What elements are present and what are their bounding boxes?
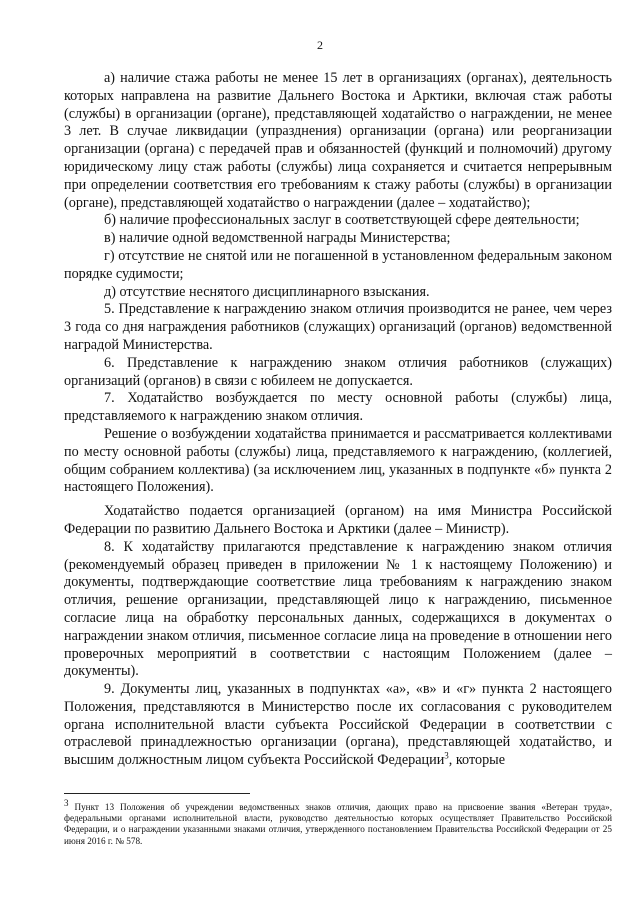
paragraph-item-a: а) наличие стажа работы не менее 15 лет в организациях (органах), деятельность которых направлена на развитие Дальнего Востока и Арктики, включая стаж работы (службы) в организации (органе), представляющей ходатайство о награждении, не менее 3 лет. В случае ликвидации (упразднения) организации (органа) или реорганизации организации (органа) с передачей прав и обязанностей (функций и полномочий) другому юридическому лицу стаж работы (службы) лица сохраняется и считается непрерывным при определении соответствия его требованиям к стажу работы (службы) в организации (органе), представляющей ходатайство о награждении (далее – ходатайство); (64, 70, 612, 211)
page-number: 2 (317, 38, 323, 52)
footnote-mark: 3 (64, 797, 69, 808)
footnote-text: Пункт 13 Положения об учреждении ведомственных знаков отличия, дающих право на присвоение звания «Ветеран труда», федеральными органами исполнительной власти, руководство деятельностью которых осуществляет Правительство Российской Федерации, и о награждении указанными знаками отличия, утвержденного постановлением Правительства Российской Федерации от 25 июня 2016 г. № 578. (64, 802, 613, 846)
footnote (64, 797, 613, 847)
paragraph-7-decision: Решение о возбуждении ходатайства принимается и рассматривается коллективами по месту основной работы (службы) лица, представляемого к награждению, (коллегией, общим собранием коллектива) (за исключением лиц, указанных в подпункте «б» пункта 2 настоящего Положения). (64, 425, 612, 496)
paragraph-5: 5. Представление к награждению знаком отличия производится не ранее, чем через 3 года со дня награждения работников (служащих) организаций (органов) ведомственной наградой Министерства. (64, 301, 612, 353)
paragraph-6: 6. Представление к награждению знаком отличия работников (служащих) организаций (органов) в связи с юбилеем не допускается. (64, 354, 612, 389)
footnote-divider (64, 793, 250, 794)
paragraph-8: 8. К ходатайству прилагаются представление к награждению знаком отличия (рекомендуемый образец приведен в приложении № 1 к настоящему Положению) и документы, подтверждающие соответствие лица требованиям к награждению знаком отличия, решение организации, представляющей лицо к награждению, письменное согласие лица на обработку персональных данных, содержащихся в документах о награждении знаком отличия, письменное согласие лица на проведение в отношении него проверочных мероприятий в соответствии с настоящим Положением (далее – документы). (64, 538, 612, 680)
paragraph-9 (64, 681, 612, 770)
paragraph-7: 7. Ходатайство возбуждается по месту основной работы (службы) лица, представляемого к награждению знаком отличия. (64, 390, 612, 425)
paragraph-7-submission: Ходатайство подается организацией (органом) на имя Министра Российской Федерации по развитию Дальнего Востока и Арктики (далее – Министр). (64, 503, 612, 537)
paragraph-item-g: г) отсутствие не снятой или не погашенной в установленном федеральным законом порядке судимости; (64, 247, 612, 282)
document-body (64, 70, 612, 770)
paragraph-item-d: д) отсутствие неснятого дисциплинарного взыскания. (104, 283, 430, 300)
paragraph-item-v: в) наличие одной ведомственной награды Министерства; (104, 230, 451, 247)
paragraph-item-b: б) наличие профессиональных заслуг в соответствующей сфере деятельности; (104, 212, 580, 229)
paragraph-9-tail: , которые (448, 752, 505, 769)
paragraph-9-text: 9. Документы лиц, указанных в подпунктах «а», «в» и «г» пункта 2 настоящего Положения, представляются в Министерство после их согласования с руководителем органа исполнительной власти субъекта Российской Федерации в соответствии с отраслевой принадлежностью организации (органа), представляющей ходатайство, и высшим должностным лицом субъекта Российской Федерации (64, 681, 612, 769)
footnote-reference: 3 (444, 750, 449, 761)
